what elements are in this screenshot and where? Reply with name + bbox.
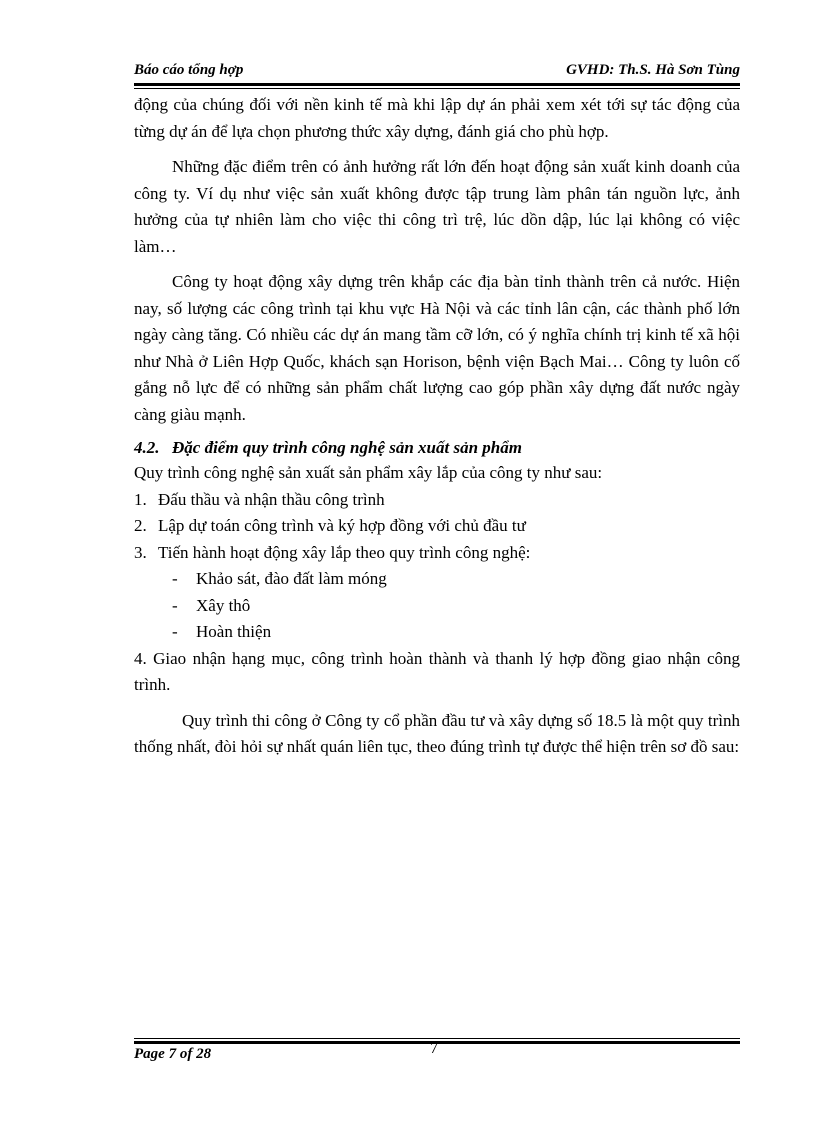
page-header: [134, 62, 740, 82]
sub-list-text: Hoàn thiện: [196, 622, 272, 641]
header-rule-thin: [134, 88, 740, 89]
dash-bullet: -: [172, 595, 178, 615]
step-4-paragraph: 4. Giao nhận hạng mục, công trình hoàn thành và thanh lý hợp đồng giao nhận công trình.: [134, 648, 740, 694]
section-heading: [134, 436, 740, 460]
sub-list-item: [134, 619, 740, 646]
list-text: Tiến hành hoạt động xây lắp theo quy trình công nghệ:: [158, 542, 531, 562]
header-report-title: Báo cáo tổng hợp: [134, 62, 244, 78]
paragraph-continuation: động của chúng đối với nền kinh tế mà khi lập dự án phải xem xét tới sự tác động của từng dự án để lựa chọn phương thức xây dựng, đánh giá cho phù hợp.: [134, 95, 740, 141]
process-intro: Quy trình công nghệ sản xuất sản phẩm xây lắp của công ty như sau:: [134, 463, 603, 482]
dash-bullet: -: [172, 622, 178, 641]
document-body: [134, 92, 740, 761]
list-number: 2.: [134, 516, 147, 535]
section-title: Đặc điểm quy trình công nghệ sản xuất sản phẩm: [172, 438, 522, 457]
sub-list-text: Xây thô: [196, 595, 251, 615]
list-number: 1.: [134, 489, 147, 509]
footer-rule-thin: [134, 1038, 740, 1039]
header-advisor: GVHD: Th.S. Hà Sơn Tùng: [566, 62, 740, 78]
footer-page-number: 7: [430, 1040, 438, 1057]
paragraph-process-summary: Quy trình thi công ở Công ty cổ phần đầu tư và xây dựng số 18.5 là một quy trình thống nhất, đòi hỏi sự nhất quán liên tục, theo đúng trình tự được thể hiện trên sơ đồ sau:: [134, 710, 740, 756]
sub-list-text: Khảo sát, đào đất làm móng: [196, 569, 387, 588]
list-item: [134, 487, 740, 514]
list-item: [134, 513, 740, 540]
section-number: 4.2.: [134, 438, 160, 457]
list-item: [134, 540, 740, 567]
sub-list-item: [134, 566, 740, 593]
list-number: 3.: [134, 542, 147, 562]
paragraph-operations: Công ty hoạt động xây dựng trên khắp các địa bàn tỉnh thành trên cả nước. Hiện nay, số lượng các công trình tại khu vực Hà Nội và các tỉnh lân cận, các thành phố lớn ngày càng tăng. Có nhiều các dự án mang tầm cỡ lớn, có ý nghĩa chính trị kinh tế xã hội như Nhà ở Liên Hợp Quốc, khách sạn Horison, bệnh viện Bạch Mai… Công ty luôn cố gắng nỗ lực để có những sản phẩm chất lượng cao góp phần xây dựng đất nước ngày càng giàu mạnh.: [134, 272, 740, 424]
dash-bullet: -: [172, 569, 178, 588]
paragraph-characteristics: Những đặc điểm trên có ảnh hưởng rất lớn đến hoạt động sản xuất kinh doanh của công ty. Ví dụ như việc sản xuất không được tập trung làm phân tán nguồn lực, ảnh hưởng của tự nhiên làm cho việc thi công trì trệ, lúc dồn dập, lúc lại không có việc làm…: [134, 157, 740, 256]
list-text: Lập dự toán công trình và ký hợp đồng với chủ đầu tư: [158, 516, 526, 535]
footer-page-count: Page 7 of 28: [134, 1046, 212, 1062]
sub-list-item: [134, 593, 740, 620]
list-text: Đấu thầu và nhận thầu công trình: [158, 489, 385, 509]
header-rule-thick: [134, 83, 740, 86]
